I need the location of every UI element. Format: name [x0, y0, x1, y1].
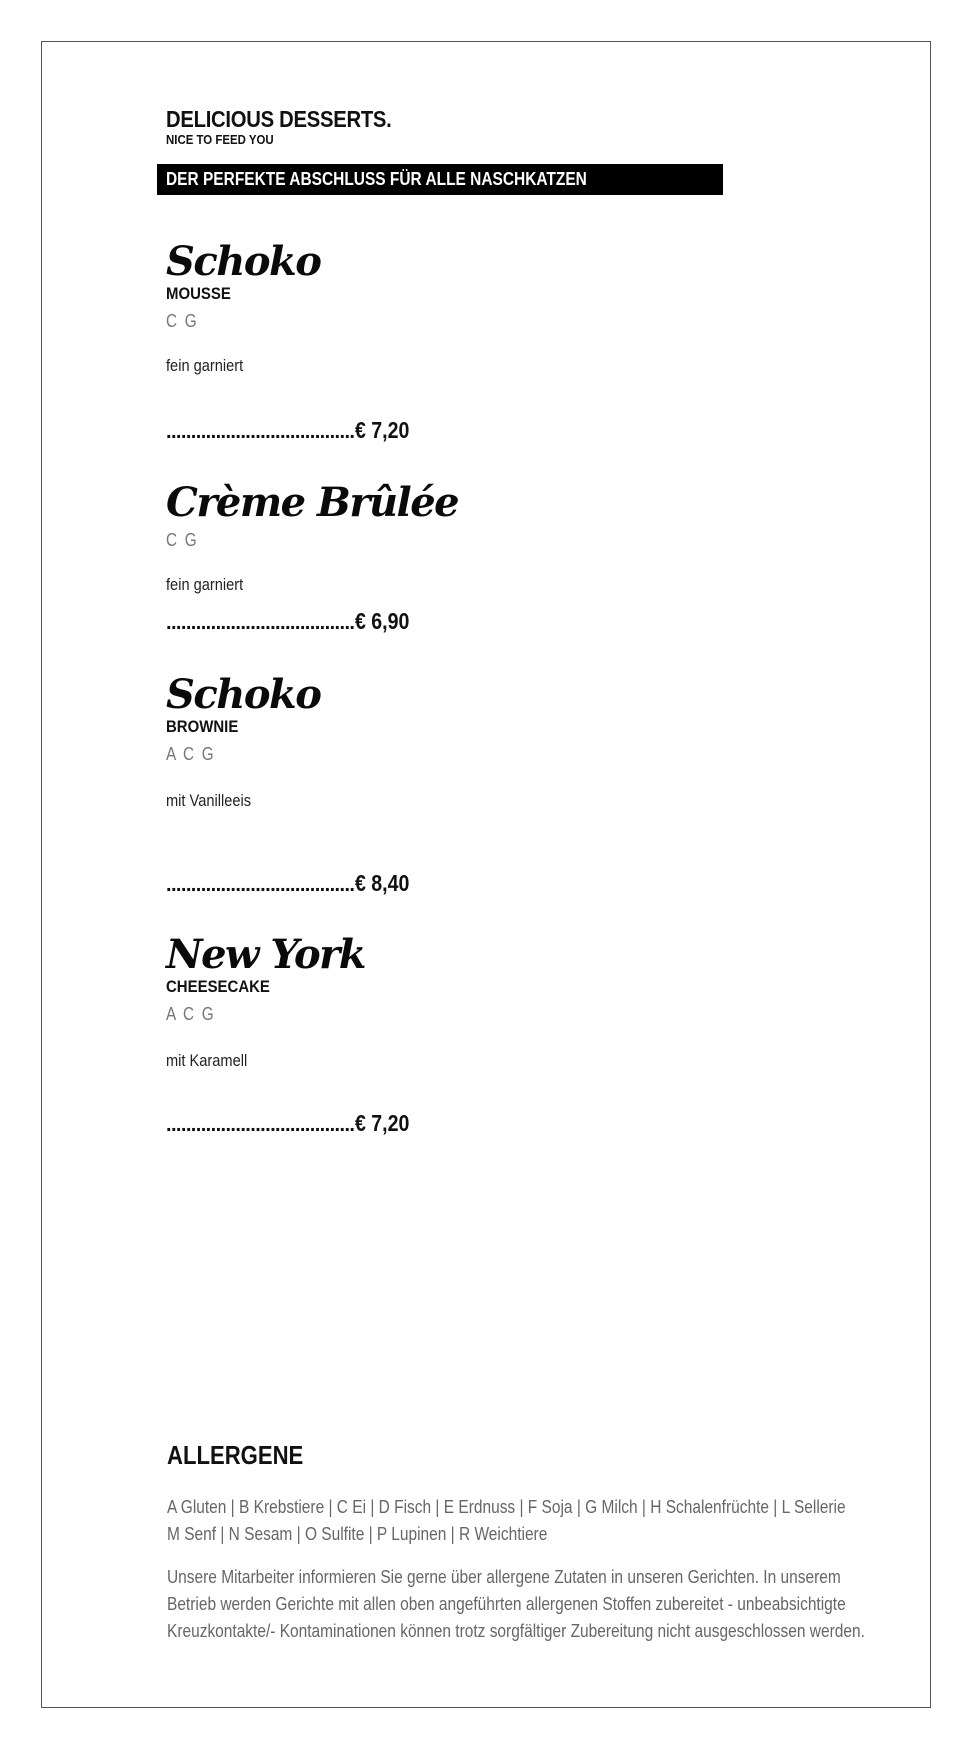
- item-script-name: Schoko: [166, 671, 321, 718]
- item-allergens: C G: [166, 311, 199, 331]
- allergen-note-line: Betrieb werden Gerichte mit allen oben angeführten allergenen Stoffen zubereitet - unbeabsichtigte: [167, 1594, 846, 1614]
- item-price-line: [166, 609, 419, 635]
- item-allergens: A C G: [166, 1004, 216, 1024]
- menu-item-schoko-brownie: [166, 671, 410, 896]
- page-subtitle: NICE TO FEED YOU: [166, 132, 274, 147]
- item-subtitle: BROWNIE: [166, 717, 239, 736]
- item-allergens: C G: [166, 530, 199, 550]
- item-price: € 6,90: [355, 608, 410, 634]
- page-title: DELICIOUS DESSERTS.: [166, 106, 392, 132]
- item-script-name: Schoko: [166, 238, 321, 285]
- section-banner: [157, 164, 723, 195]
- banner-text: DER PERFEKTE ABSCHLUSS FÜR ALLE NASCHKATZEN: [166, 169, 587, 189]
- item-price: € 7,20: [355, 417, 410, 443]
- price-leader-dots: ......................................: [166, 421, 355, 443]
- allergen-list: [167, 1494, 889, 1548]
- item-price-line: [166, 1111, 419, 1137]
- menu-item-schoko-mousse: [166, 238, 410, 443]
- item-price: € 7,20: [355, 1110, 410, 1136]
- item-price: € 8,40: [355, 870, 410, 896]
- item-price-line: [166, 418, 419, 444]
- price-leader-dots: ......................................: [166, 1114, 355, 1136]
- allergen-note-line: Unsere Mitarbeiter informieren Sie gerne über allergene Zutaten in unseren Gerichten. In unserem: [167, 1567, 841, 1587]
- item-description: fein garniert: [166, 575, 244, 594]
- allergen-note-line: Kreuzkontakte/- Kontaminationen können trotz sorgfältiger Zubereitung nicht ausgeschlossen werden.: [167, 1621, 865, 1641]
- item-subtitle: CHEESECAKE: [166, 977, 270, 996]
- item-description: fein garniert: [166, 356, 244, 375]
- item-script-name: New York: [166, 931, 365, 978]
- price-leader-dots: ......................................: [166, 874, 355, 896]
- menu-header: [166, 106, 422, 148]
- price-leader-dots: ......................................: [166, 612, 355, 634]
- allergen-section: [167, 1440, 887, 1645]
- allergen-list-line: A Gluten | B Krebstiere | C Ei | D Fisch | E Erdnuss | F Soja | G Milch | H Schalenfrüchte | L Sellerie: [167, 1497, 846, 1517]
- allergen-note: [167, 1564, 889, 1645]
- item-description: mit Karamell: [166, 1051, 248, 1070]
- item-allergens: A C G: [166, 744, 216, 764]
- item-subtitle: MOUSSE: [166, 284, 231, 303]
- item-script-name: Crème Brûlée: [166, 479, 459, 526]
- item-description: mit Vanilleeis: [166, 791, 252, 810]
- menu-item-new-york-cheesecake: [166, 931, 410, 1136]
- allergen-list-line: M Senf | N Sesam | O Sulfite | P Lupinen | R Weichtiere: [167, 1524, 548, 1544]
- allergen-heading: ALLERGENE: [167, 1440, 304, 1470]
- menu-item-creme-brulee: [166, 479, 459, 634]
- item-price-line: [166, 871, 419, 897]
